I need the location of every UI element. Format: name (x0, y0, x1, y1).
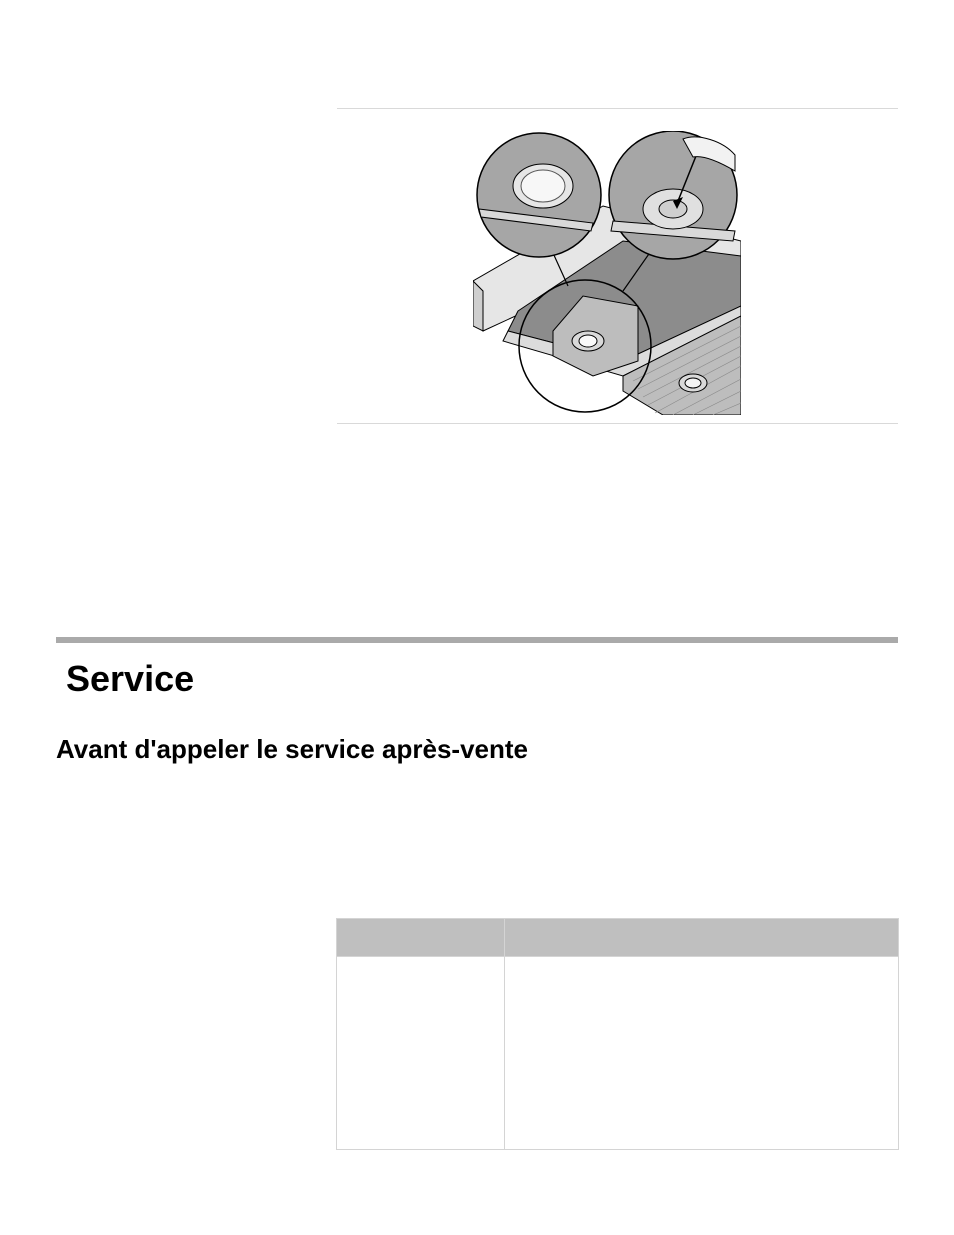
table-header-row (337, 919, 899, 957)
troubleshooting-table (336, 918, 899, 1150)
figure-bottom-rule (337, 423, 898, 424)
section-divider (56, 637, 898, 643)
figure-top-rule (337, 108, 898, 109)
section-title: Service (66, 658, 195, 699)
table-header-problem (337, 919, 505, 957)
table-cell (505, 957, 899, 1150)
section-subtitle: Avant d'appeler le service après-vente (56, 734, 528, 764)
table-header-solution (505, 919, 899, 957)
range-hood-lamp-replacement-illustration (473, 131, 741, 415)
table-row (337, 957, 899, 1150)
table-cell (337, 957, 505, 1150)
